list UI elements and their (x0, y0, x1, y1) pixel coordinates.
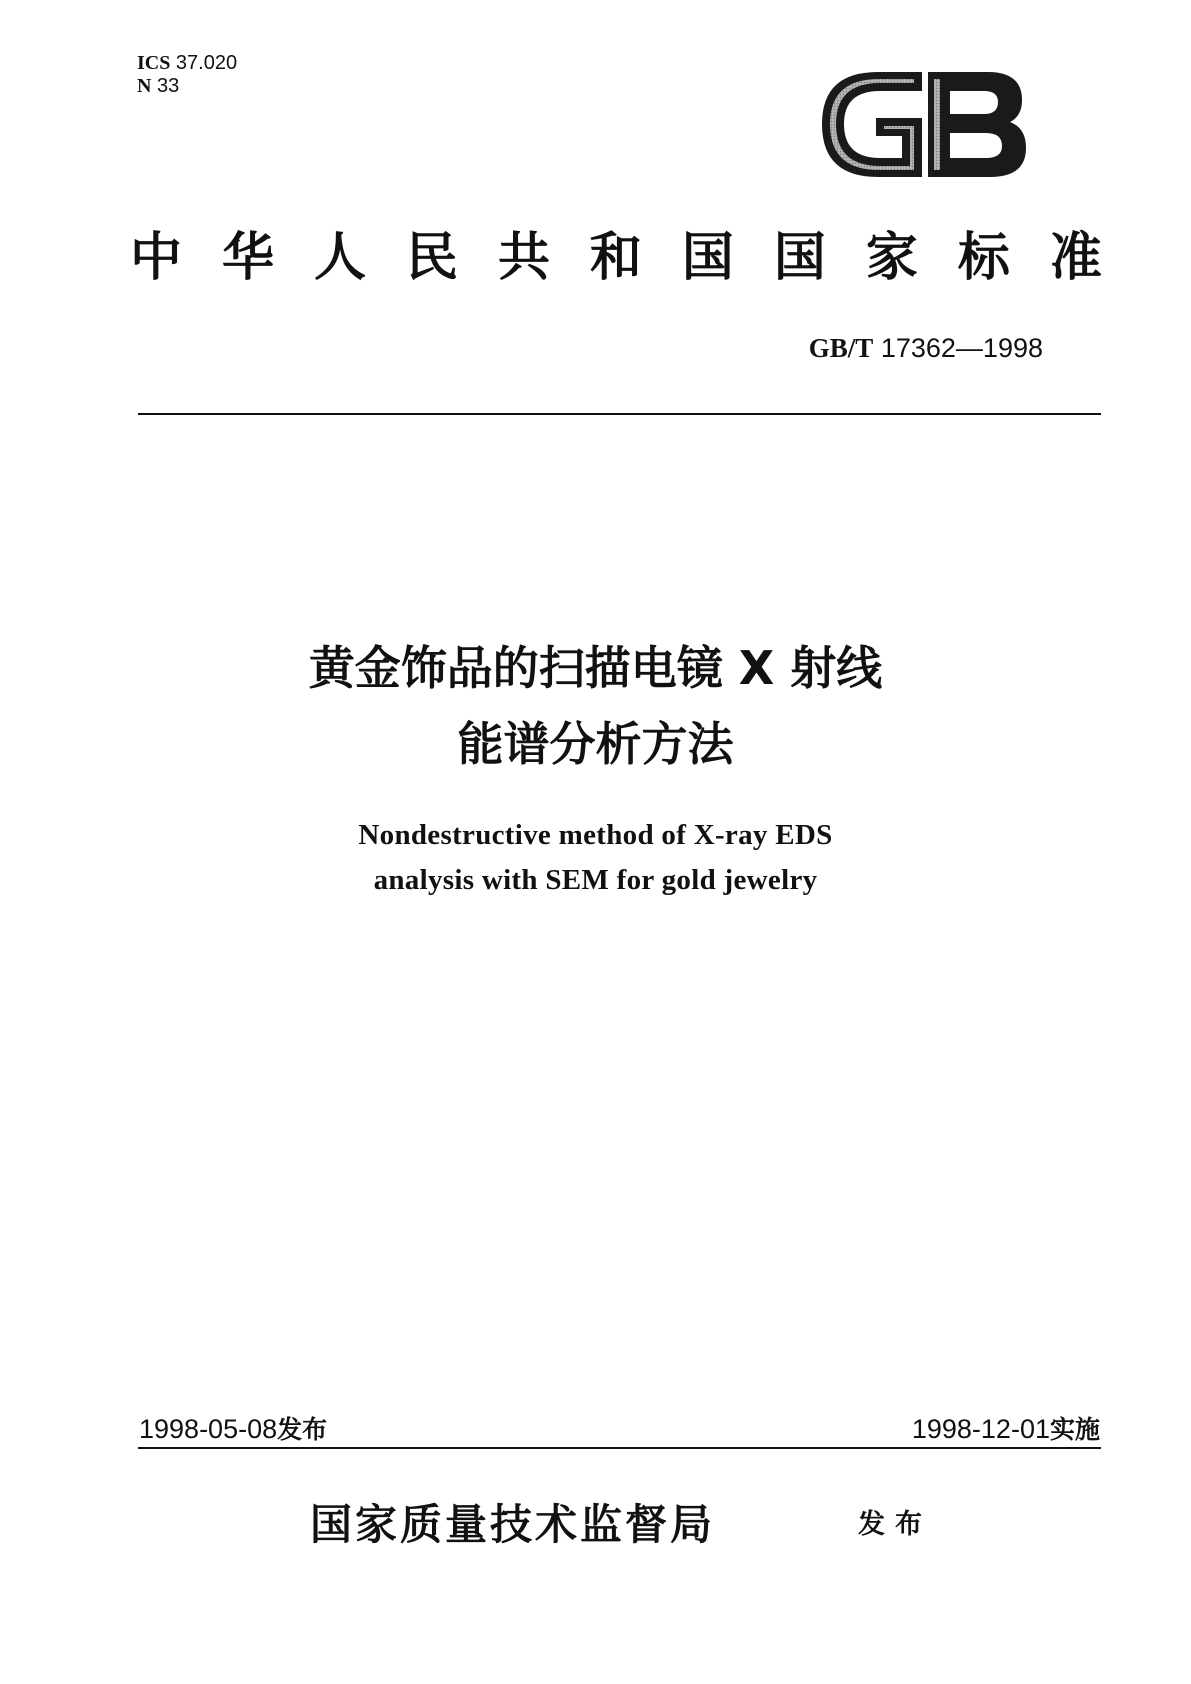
title-char: 国 (773, 227, 826, 288)
ccs-code: 33 (157, 75, 180, 97)
title-char: 人 (313, 227, 366, 288)
implementation-date (912, 1410, 1100, 1446)
implementation-date-value: 1998-12-01 (911, 1414, 1050, 1444)
standard-number (809, 333, 1043, 364)
issue-date-suffix: 发布 (277, 1415, 328, 1444)
issue-date-value: 1998-05-08 (139, 1414, 278, 1444)
english-title-line-2: analysis with SEM for gold jewelry (373, 864, 818, 896)
national-standard-title (130, 228, 1102, 288)
title-char: 华 (221, 227, 274, 288)
gb-logo (818, 66, 1030, 183)
title-char: 标 (957, 227, 1010, 288)
title-char: 和 (589, 227, 642, 288)
issue-date (139, 1410, 327, 1446)
ccs-line (137, 75, 237, 98)
title-char: 民 (405, 227, 458, 288)
implementation-date-suffix: 实施 (1049, 1415, 1100, 1444)
title-char: 共 (497, 227, 550, 288)
footer-divider (138, 1447, 1101, 1449)
classification-codes (137, 52, 237, 98)
chinese-title-line-2: 能谱分析方法 (457, 717, 734, 771)
title-char: 家 (865, 227, 918, 288)
chinese-title-line-1: 黄金饰品的扫描电镜 X 射线 (308, 641, 883, 695)
title-char: 国 (681, 227, 734, 288)
issuing-action: 发布 (858, 1509, 932, 1540)
title-char: 准 (1049, 227, 1102, 288)
ccs-prefix: N (137, 75, 152, 97)
title-char: 中 (130, 227, 183, 288)
ics-prefix: ICS (137, 52, 171, 74)
issuing-authority: 国家质量技术监督局 (310, 1500, 716, 1549)
standard-code: 17362—1998 (880, 333, 1043, 363)
standard-prefix: GB/T (808, 333, 874, 363)
ics-code: 37.020 (175, 52, 238, 74)
ics-line (137, 52, 237, 75)
header-divider (138, 413, 1101, 415)
english-title-line-1: Nondestructive method of X-ray EDS (358, 819, 833, 851)
